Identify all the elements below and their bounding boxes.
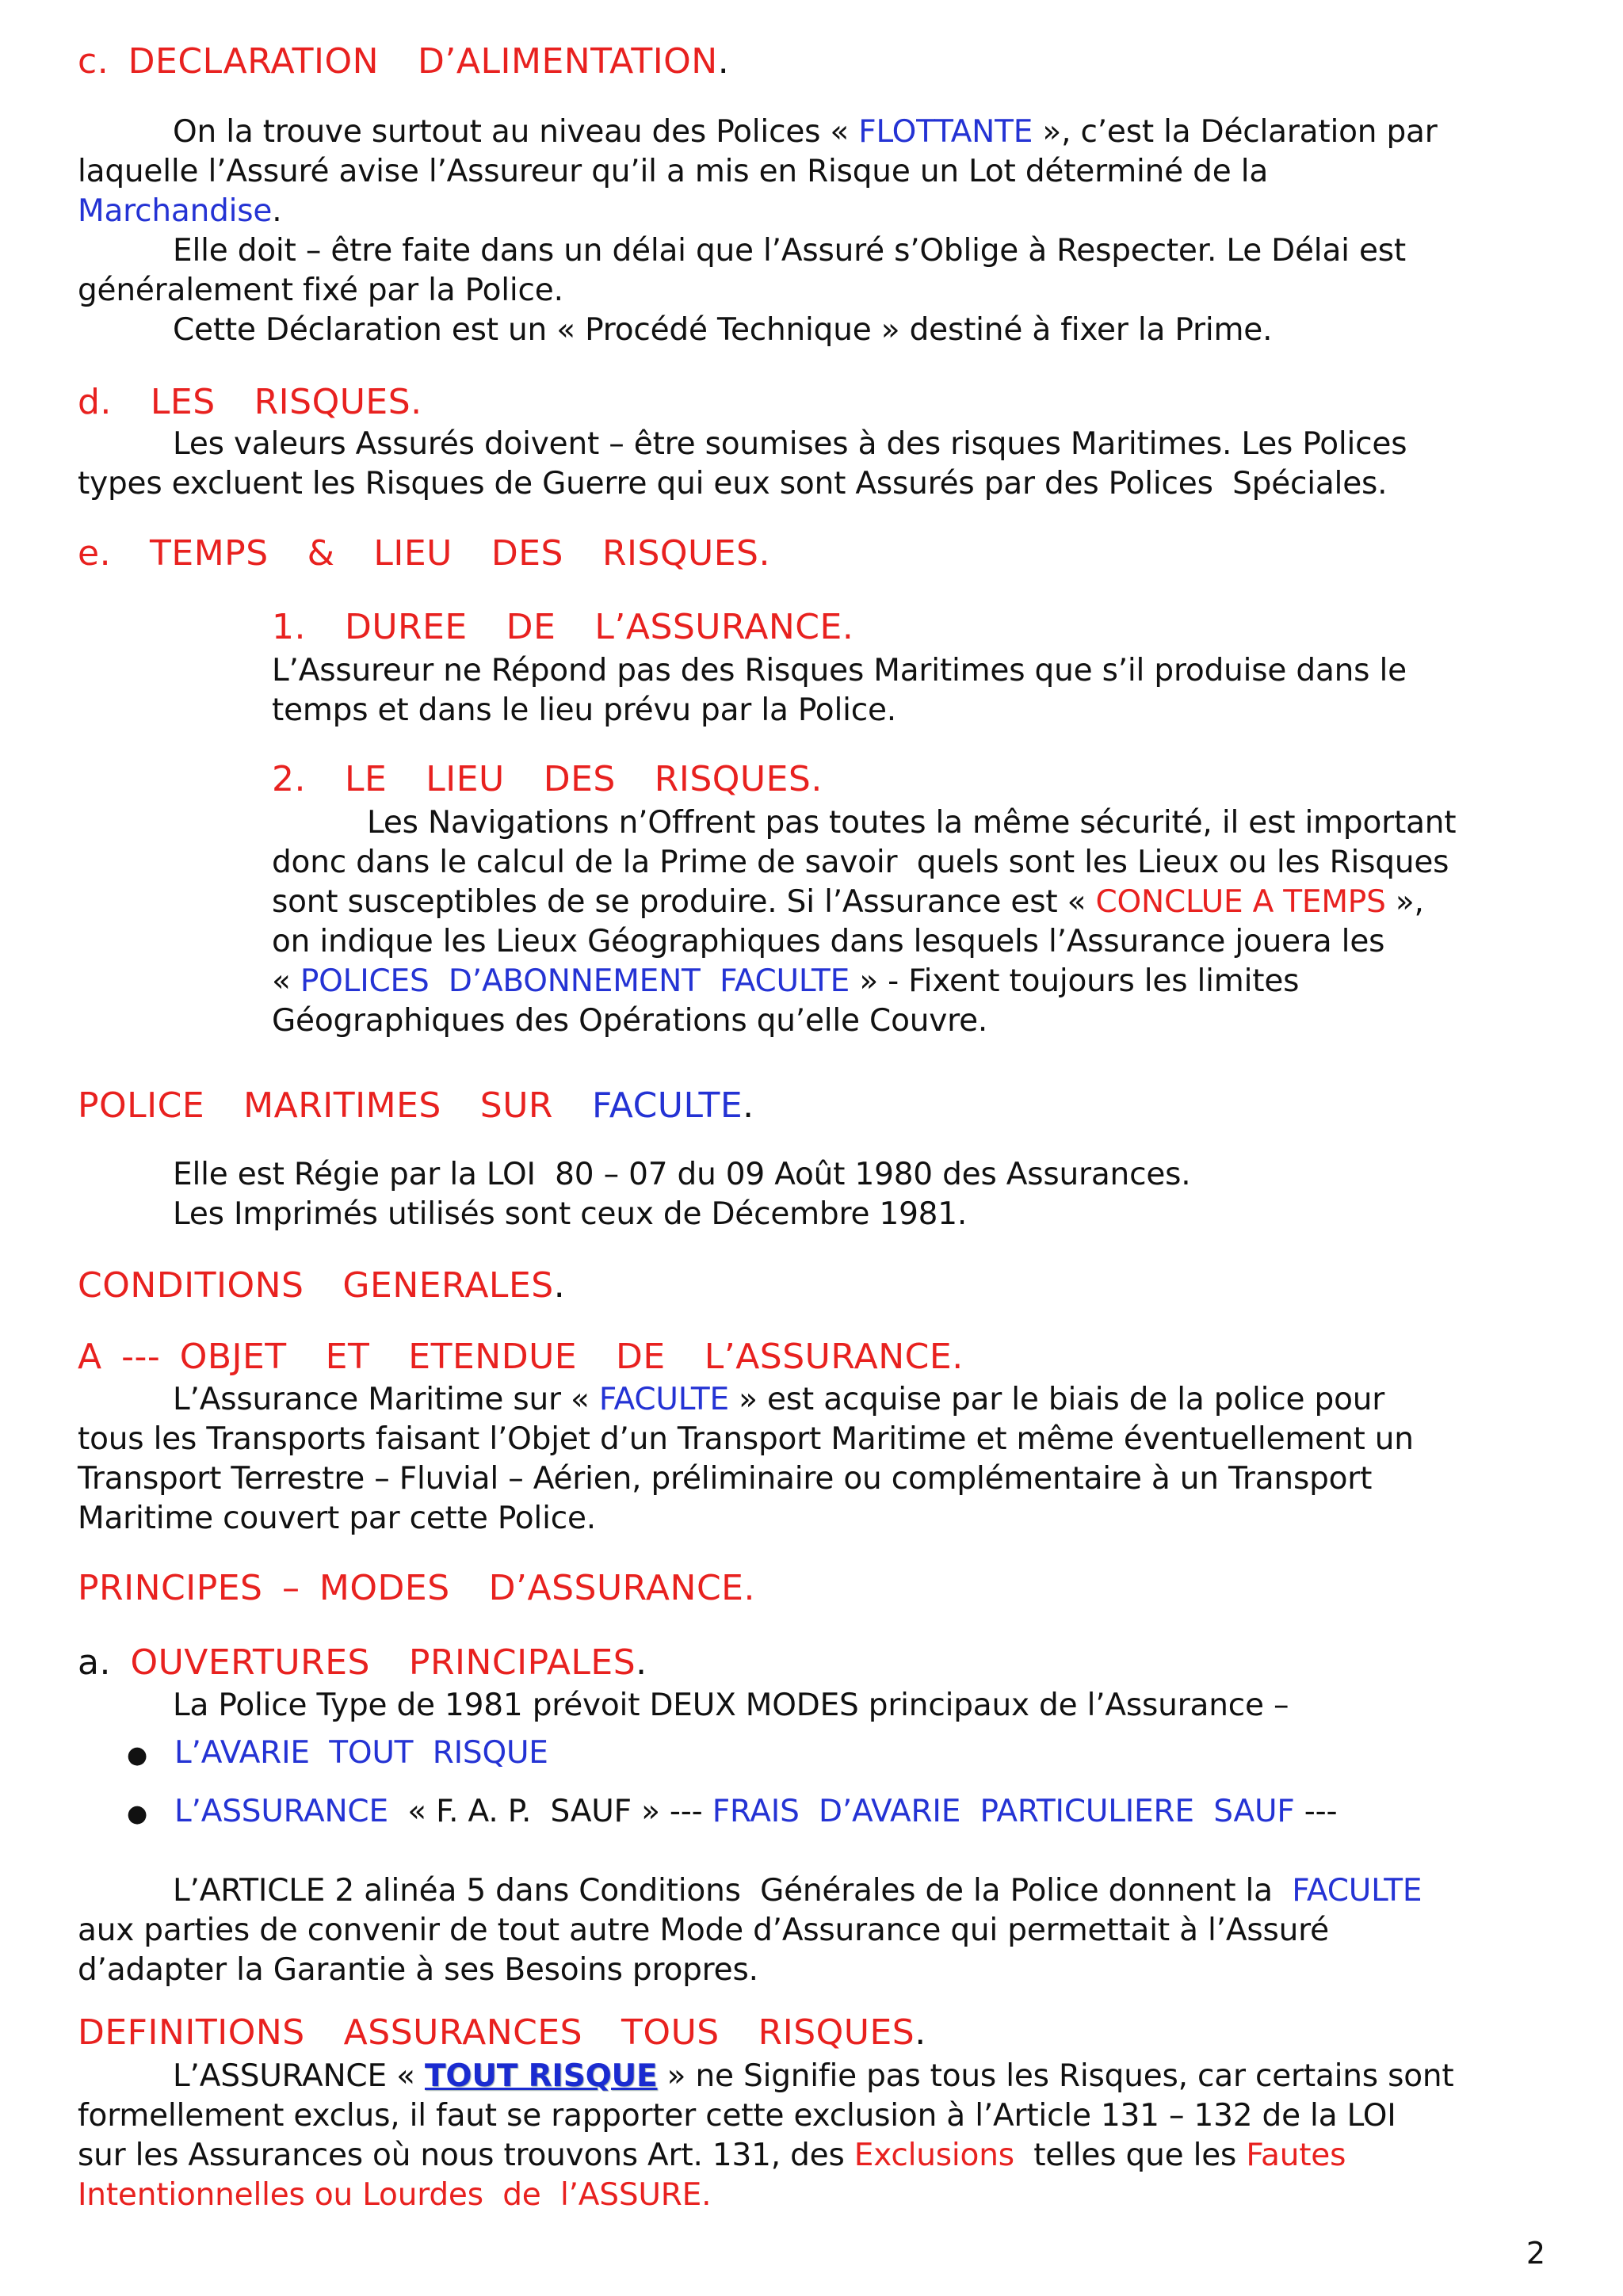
article-2-paragraph: L’ARTICLE 2 alinéa 5 dans Conditions Générales de la Police donnent la FACULTE aux parties de convenir de tout autre Mode d’Assurance qui permettait à l’Assuré d’adapter la Garantie à ses Besoins propres. <box>78 1873 1423 1988</box>
bullet-dot-icon: ● <box>127 1800 148 1828</box>
ouvertures-heading: a. OUVERTURES PRINCIPALES. <box>78 1642 647 1683</box>
objet-paragraph: L’Assurance Maritime sur « FACULTE » est acquise par le biais de la police pour tous les Transports faisant l’Objet d’un Transport Maritime et même éventuellement un Transport Terrestre – Fluvial – Aérien, préliminaire ou complémentaire à un Transport Maritime couvert par cette Police. <box>78 1382 1414 1536</box>
section-c-heading: c. DECLARATION D’ALIMENTATION. <box>78 41 730 82</box>
page-number: 2 <box>1526 2236 1545 2271</box>
section-e-heading: e. TEMPS & LIEU DES RISQUES. <box>78 533 770 574</box>
bullet-dot-icon: ● <box>127 1741 148 1769</box>
bullet-assurance-fap: L’ASSURANCE « F. A. P. SAUF » --- FRAIS D’AVARIE PARTICULIERE SAUF --- <box>174 1794 1338 1829</box>
tout-risque-emphasis: TOUT RISQUE <box>424 2058 658 2094</box>
principes-heading: PRINCIPES – MODES D’ASSURANCE. <box>78 1568 755 1608</box>
objet-heading: A --- OBJET ET ETENDUE DE L’ASSURANCE. <box>78 1337 964 1377</box>
police-maritimes-heading: POLICE MARITIMES SUR FACULTE. <box>78 1085 754 1126</box>
section-d-heading: d. LES RISQUES. <box>78 382 422 422</box>
lieu-risques-paragraph: Les Navigations n’Offrent pas toutes la même sécurité, il est important donc dans le calcul de la Prime de savoir quels sont les Lieux ou les Risques sont susceptibles de se produire. Si l’Assurance est « CONCLUE A TEMPS », on indique les Lieux Géographiques dans lesquels l’Assurance jouera les « POLICES D’ABONNEMENT FACULTE » - Fixent toujours les limites Géographiques des Opérations qu’elle Couvre. <box>272 805 1457 1039</box>
ouvertures-intro: La Police Type de 1981 prévoit DEUX MODES principaux de l’Assurance – <box>173 1688 1289 1723</box>
duree-assurance-paragraph: L’Assureur ne Répond pas des Risques Maritimes que s’il produise dans le temps et dans le lieu prévu par la Police. <box>272 653 1407 728</box>
section-c-paragraph: On la trouve surtout au niveau des Polices « FLOTTANTE », c’est la Déclaration par laquelle l’Assuré avise l’Assureur qu’il a mis en Risque un Lot déterminé de la Marchandise. Elle doit – être faite dans un délai que l’Assuré s’Oblige à Respecter. Le Délai est généralement fixé par la Police. Cette Déclaration est un « Procédé Technique » destiné à fixer la Prime. <box>78 114 1438 348</box>
definitions-paragraph: L’ASSURANCE « TOUT RISQUE » ne Signifie pas tous les Risques, car certains sont formellement exclus, il faut se rapporter cette exclusion à l’Article 131 – 132 de la LOI sur les Assurances où nous trouvons Art. 131, des Exclusions telles que les Fautes Intentionnelles ou Lourdes de l’ASSURE. <box>78 2058 1454 2213</box>
section-d-paragraph: Les valeurs Assurés doivent – être soumises à des risques Maritimes. Les Polices types excluent les Risques de Guerre qui eux sont Assurés par des Polices Spéciales. <box>78 426 1407 502</box>
lieu-risques-heading: 2. LE LIEU DES RISQUES. <box>272 759 823 799</box>
bullet-avarie-tout-risque: L’AVARIE TOUT RISQUE <box>174 1735 548 1771</box>
police-maritimes-paragraph: Elle est Régie par la LOI 80 – 07 du 09 Août 1980 des Assurances. Les Imprimés utilisés sont ceux de Décembre 1981. <box>173 1157 1191 1232</box>
conditions-generales-heading: CONDITIONS GENERALES. <box>78 1265 566 1306</box>
definitions-heading: DEFINITIONS ASSURANCES TOUS RISQUES. <box>78 2012 926 2053</box>
duree-assurance-heading: 1. DUREE DE L’ASSURANCE. <box>272 607 854 647</box>
